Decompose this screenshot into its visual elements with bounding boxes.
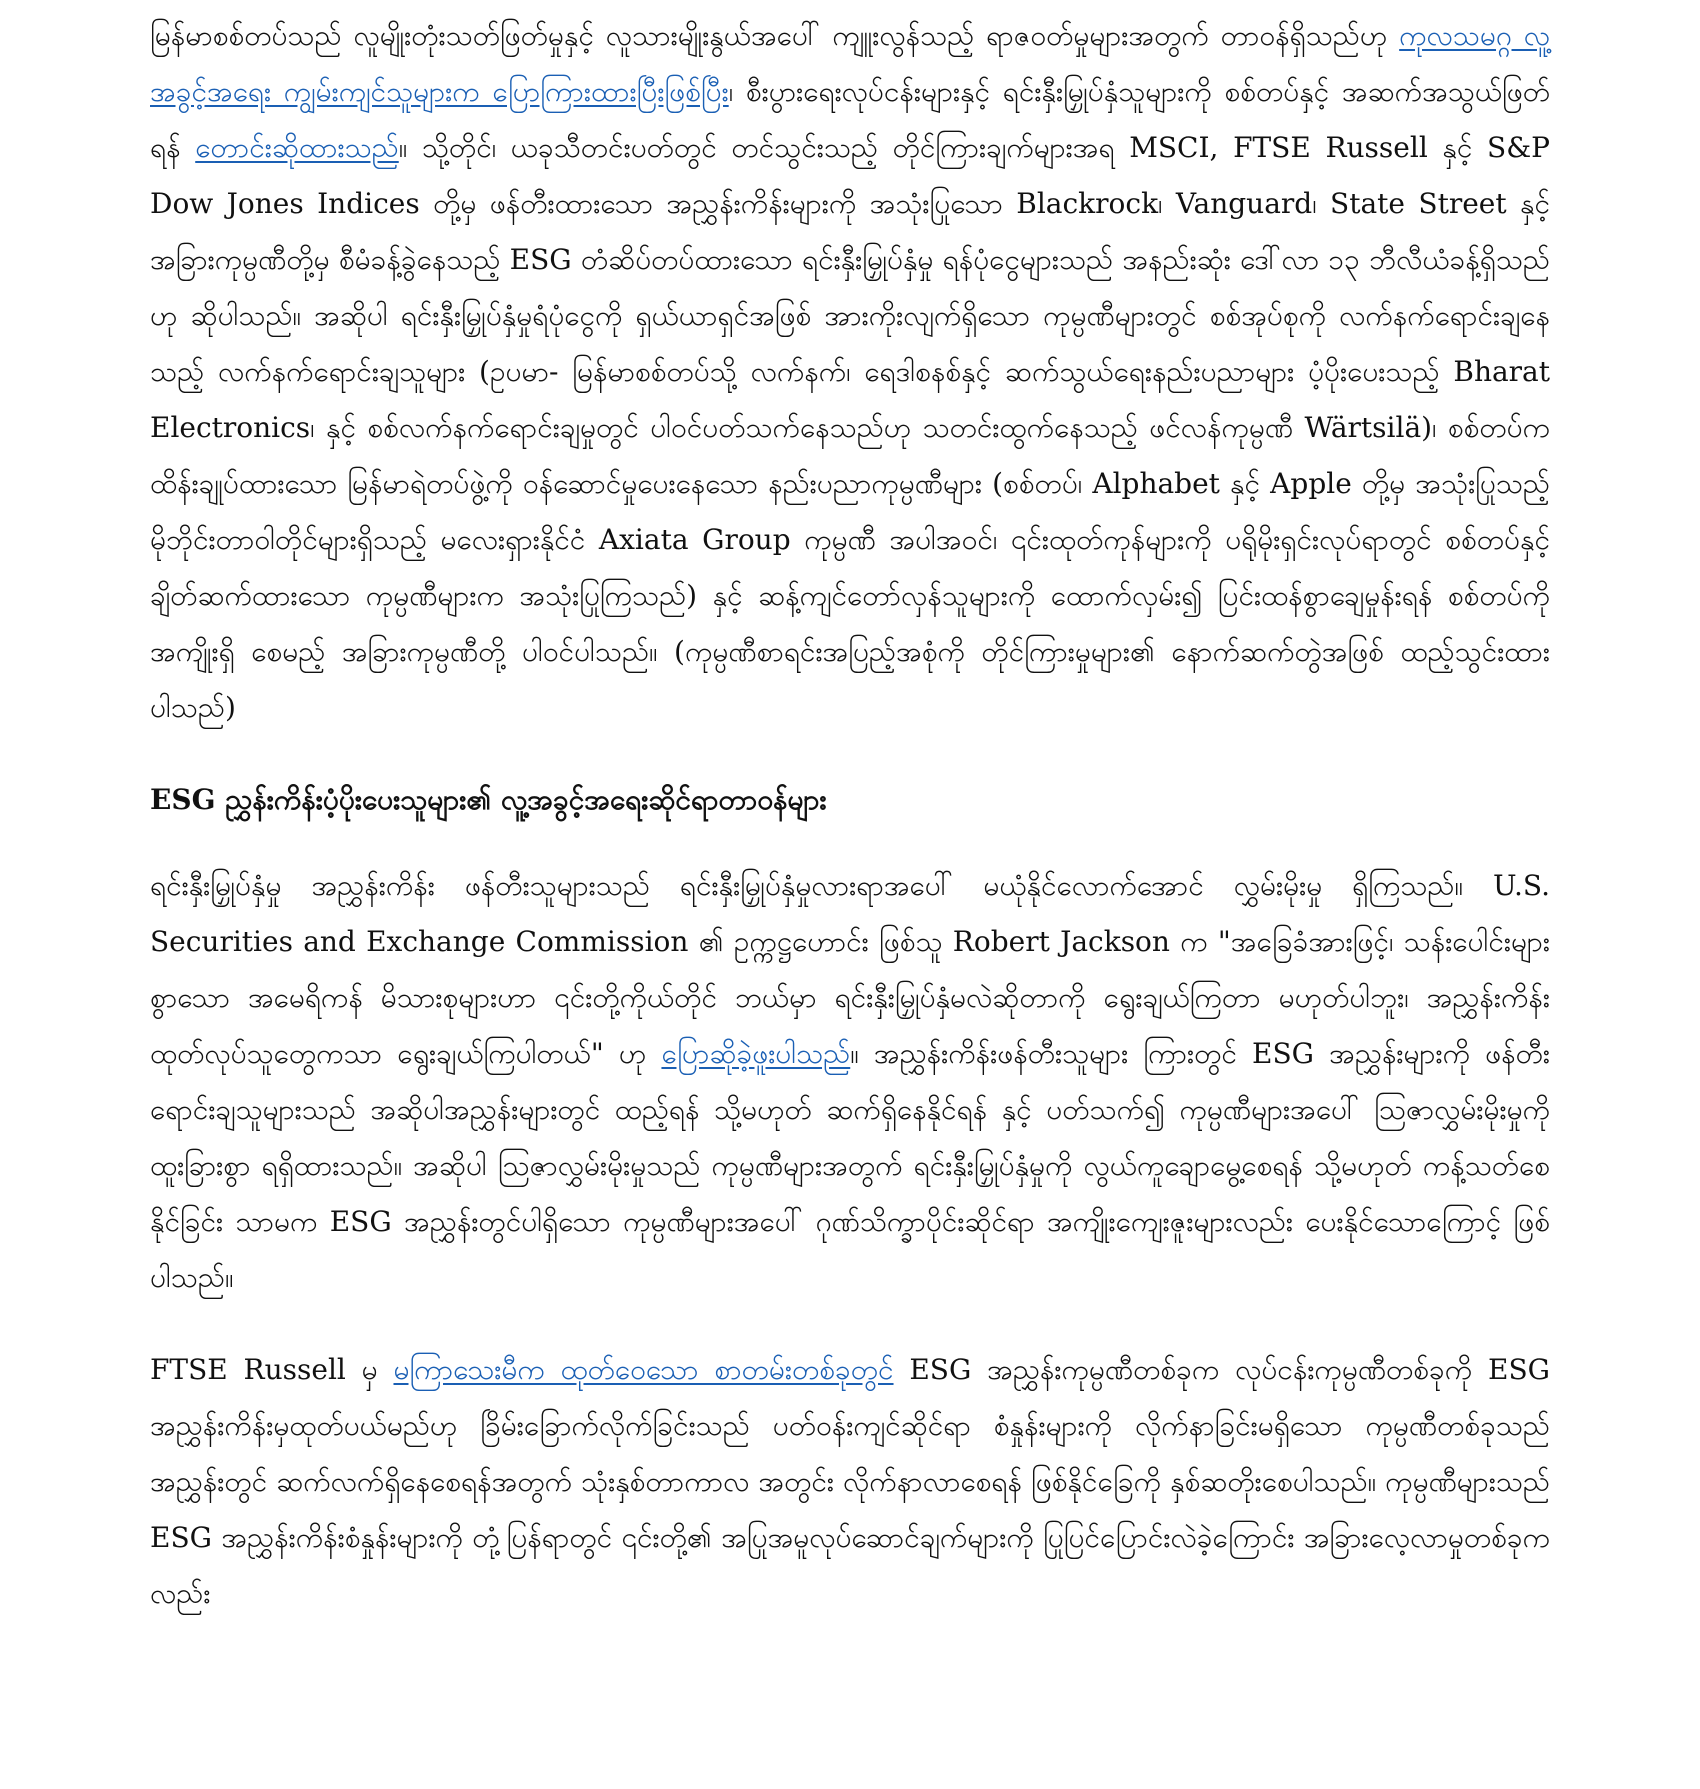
inline-link[interactable]: မကြာသေးမီက ထုတ်ဝေသော စာတမ်းတစ်ခုတွင် bbox=[393, 1353, 894, 1386]
paragraph-text: ။ သို့တိုင်၊ ယခုသီတင်းပတ်တွင် တင်သွင်းသည့် တိုင်ကြားချက်များအရ MSCI, FTSE Russell နှင့် S&P Dow Jones Indices တို့မှ ဖန်တီးထားသော အညွှန်းကိန်းများကို အသုံးပြုသော Blackrock၊ Vanguard၊ State Street နှင့် အခြားကုမ္ပဏီတို့မှ စီမံခန့်ခွဲနေသည့် ESG တံဆိပ်တပ်ထားသော ရင်းနှီးမြှုပ်နှံမှု ရန်ပုံငွေများသည် အနည်းဆုံး ဒေါ်လာ ၁၃ ဘီလီယံခန့်ရှိသည်ဟု ဆိုပါသည်။ အဆိုပါ ရင်းနှီးမြှုပ်နှံမှုရံပုံငွေကို ရှယ်ယာရှင်အဖြစ် အားကိုးလျက်ရှိသော ကုမ္ပဏီများတွင် စစ်အုပ်စုကို လက်နက်ရောင်းချနေသည့် လက်နက်ရောင်းချသူများ (ဥပမာ- မြန်မာစစ်တပ်သို့ လက်နက်၊ ရေဒါစနစ်နှင့် ဆက်သွယ်ရေးနည်းပညာများ ပံ့ပိုးပေးသည့် Bharat Electronics၊ နှင့် စစ်လက်နက်ရောင်းချမှုတွင် ပါဝင်ပတ်သက်နေသည်ဟု သတင်းထွက်နေသည့် ဖင်လန်ကုမ္ပဏီ Wärtsilä)၊ စစ်တပ်က ထိန်းချုပ်ထားသော မြန်မာရဲတပ်ဖွဲ့ကို ဝန်ဆောင်မှုပေးနေသော နည်းပညာကုမ္ပဏီများ (စစ်တပ်၊ Alphabet နှင့် Apple တို့မှ အသုံးပြုသည့် မိုဘိုင်းတာဝါတိုင်များရှိသည့် မလေးရှားနိုင်ငံ Axiata Group ကုမ္ပဏီ အပါအဝင်၊ ၎င်းထုတ်ကုန်များကို ပရိုမိုးရှင်းလုပ်ရာတွင် စစ်တပ်နှင့်ချိတ်ဆက်ထားသော ကုမ္ပဏီများက အသုံးပြုကြသည်) နှင့် ဆန့်ကျင်တော်လှန်သူများကို ထောက်လှမ်း၍ ပြင်းထန်စွာချေမှုန်းရန် စစ်တပ်ကို အကျိုးရှိ စေမည့် အခြားကုမ္ပဏီတို့ ပါဝင်ပါသည်။ (ကုမ္ပဏီစာရင်းအပြည့်အစုံကို တိုင်ကြားမှုများ၏ နောက်ဆက်တွဲအဖြစ် ထည့်သွင်းထားပါသည်) bbox=[150, 131, 1550, 724]
paragraph-text: ESG အညွှန်းကုမ္ပဏီတစ်ခုက လုပ်ငန်းကုမ္ပဏီတစ်ခုကို ESG အညွှန်းကိန်းမှထုတ်ပယ်မည်ဟု ခြိမ်းခြောက်လိုက်ခြင်းသည် ပတ်ဝန်းကျင်ဆိုင်ရာ စံနှုန်းများကို လိုက်နာခြင်းမရှိသော ကုမ္ပဏီတစ်ခုသည် အညွှန်းတွင် ဆက်လက်ရှိနေစေရန်အတွက် သုံးနှစ်တာကာလ အတွင်း လိုက်နာလာစေရန် ဖြစ်နိုင်ခြေကို နှစ်ဆတိုးစေပါသည်။ ကုမ္ပဏီများသည် ESG အညွှန်းကိန်းစံနှုန်းများကို တုံ့ပြန်ရာတွင် ၎င်းတို့၏ အပြုအမူလုပ်ဆောင်ချက်များကို ပြုပြင်ပြောင်းလဲခဲ့ကြောင်း အခြားလေ့လာမှုတစ်ခုကလည်း bbox=[150, 1353, 1551, 1610]
paragraph-text: FTSE Russell မှ bbox=[150, 1353, 394, 1386]
paragraph-text: ။ အညွှန်းကိန်းဖန်တီးသူများ ကြားတွင် ESG အညွှန်းများကို ဖန်တီးရောင်းချသူများသည် အဆိုပါအညွှန်းများတွင် ထည့်ရန် သို့မဟုတ် ဆက်ရှိနေနိုင်ရန် နှင့် ပတ်သက်၍ ကုမ္ပဏီများအပေါ် ဩဇာလွှမ်းမိုးမှုကို ထူးခြားစွာ ရရှိထားသည်။ အဆိုပါ ဩဇာလွှမ်းမိုးမှုသည် ကုမ္ပဏီများအတွက် ရင်းနှီးမြှုပ်နှံမှုကို လွယ်ကူချောမွေ့စေရန် သို့မဟုတ် ကန့်သတ်စေနိုင်ခြင်း သာမက ESG အညွှန်းတွင်ပါရှိသော ကုမ္ပဏီများအပေါ် ဂုဏ်သိက္ခာပိုင်းဆိုင်ရာ အကျိုးကျေးဇူးများလည်း ပေးနိုင်သောကြောင့် ဖြစ်ပါသည်။ bbox=[150, 1037, 1550, 1294]
paragraph-1 bbox=[150, 8, 1550, 736]
paragraph-text: ၊ စီးပွားရေးလုပ်ငန်းများနှင့် ရင်းနှီးမြှုပ်နှံသူများကို စစ်တပ်နှင့် အဆက်အသွယ်ဖြတ်ရန် bbox=[150, 75, 1550, 164]
inline-link[interactable]: ပြောဆိုခဲ့ဖူးပါသည် bbox=[661, 1037, 851, 1070]
inline-link[interactable]: ကုလသမဂ္ဂ လူ့အခွင့်အရေး ကျွမ်းကျင်သူများက ပြောကြားထားပြီးဖြစ်ပြီး bbox=[150, 19, 1550, 108]
paragraph-text: မြန်မာစစ်တပ်သည် လူမျိုးတုံးသတ်ဖြတ်မှုနှင့် လူသားမျိုးနွယ်အပေါ် ကျူးလွန်သည့် ရာဇဝတ်မှုများအတွက် တာဝန်ရှိသည်ဟု bbox=[150, 19, 1400, 52]
paragraph-3 bbox=[150, 1342, 1550, 1622]
section-heading: ESG ညွှန်းကိန်းပံ့ပိုးပေးသူများ၏ လူ့အခွင့်အရေးဆိုင်ရာတာဝန်များ bbox=[150, 783, 827, 816]
document-page bbox=[150, 8, 1550, 1622]
inline-link[interactable]: တောင်းဆိုထားသည် bbox=[195, 131, 399, 164]
paragraph-2 bbox=[150, 858, 1550, 1306]
paragraph-text: ရင်းနှီးမြှုပ်နှံမှု အညွှန်းကိန်း ဖန်တီးသူများသည် ရင်းနှီးမြှုပ်နှံမှုလားရာအပေါ် မယုံနိုင်လောက်အောင် လွှမ်းမိုးမှု ရှိကြသည်။ U.S. Securities and Exchange Commission ၏ ဥက္ကဋ္ဌဟောင်း ဖြစ်သူ Robert Jackson က "အခြေခံအားဖြင့်၊ သန်းပေါင်းများစွာသော အမေရိကန် မိသားစုများဟာ ၎င်းတို့ကိုယ်တိုင် ဘယ်မှာ ရင်းနှီးမြှုပ်နှံမလဲဆိုတာကို ရွေးချယ်ကြတာ မဟုတ်ပါဘူး၊ အညွှန်းကိန်း ထုတ်လုပ်သူတွေကသာ ရွေးချယ်ကြပါတယ်" ဟု bbox=[150, 869, 1550, 1070]
